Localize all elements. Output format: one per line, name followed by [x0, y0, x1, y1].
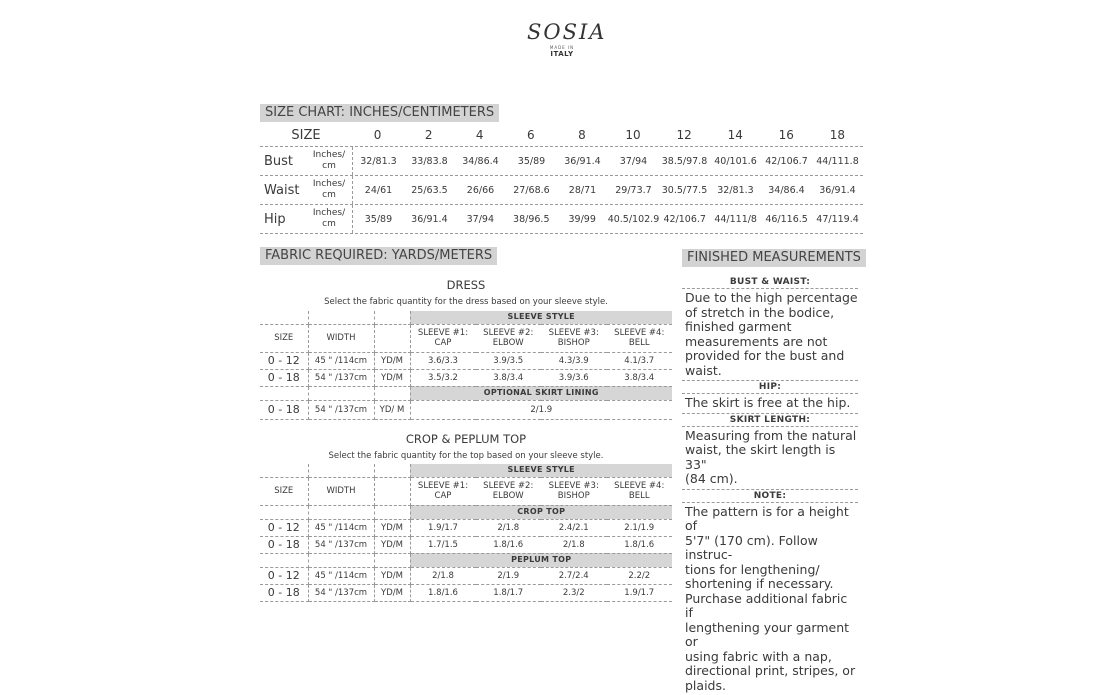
- measure-cell: 38/96.5: [506, 214, 557, 225]
- yardage-cell: 2/1.8: [476, 519, 542, 536]
- yardage-cell: 2/1.8: [541, 536, 607, 553]
- measure-cell: 40.5/102.9: [608, 214, 660, 225]
- yardage-cell: 3.8/3.4: [607, 369, 673, 386]
- blank-cell: [308, 553, 374, 567]
- yardage-cell: 4.3/3.9: [541, 352, 607, 369]
- bust-waist-heading: BUST & WAIST:: [682, 276, 858, 289]
- top-title: CROP & PEPLUM TOP: [260, 432, 672, 446]
- size-header-cell: 8: [556, 128, 607, 142]
- unit-top: Inches/: [313, 179, 345, 190]
- size-range: 0 - 12: [260, 519, 308, 536]
- text-line: The pattern is for a height of: [685, 505, 858, 534]
- text-line: finished garment: [685, 320, 858, 335]
- sleeve-number: SLEEVE #1:: [418, 481, 468, 491]
- brand-logo: [527, 20, 597, 58]
- peplum-top-header: PEPLUM TOP: [410, 553, 672, 567]
- bust-waist-text: [682, 289, 858, 381]
- size-header-cell: 12: [659, 128, 710, 142]
- table-row: [260, 567, 672, 584]
- hip-text: [682, 394, 858, 414]
- width-column-header: WIDTH: [308, 477, 374, 505]
- unit-label: YD/M: [374, 352, 410, 369]
- yardage-cell: 2.7/2.4: [541, 567, 607, 584]
- size-column-header: SIZE: [260, 324, 308, 352]
- sleeve-name: ELBOW: [493, 491, 524, 501]
- fabric-width: 54 " /137cm: [308, 584, 374, 601]
- sleeve-name: BELL: [629, 338, 650, 348]
- blank-cell: [260, 464, 308, 477]
- hip-heading: HIP:: [682, 381, 858, 394]
- sleeve-header: [410, 477, 476, 505]
- sleeve-number: SLEEVE #1:: [418, 328, 468, 338]
- blank-cell: [260, 386, 308, 400]
- blank-cell: [374, 477, 410, 505]
- row-label: Bust: [260, 154, 306, 169]
- unit-bottom: cm: [322, 190, 336, 201]
- measure-cell: 37/94: [455, 214, 506, 225]
- measure-cell: 26/66: [455, 185, 506, 196]
- blank-cell: [260, 311, 308, 324]
- size-chart-table: [260, 124, 863, 234]
- measure-cell: 30.5/77.5: [659, 185, 710, 196]
- table-row: [260, 369, 672, 386]
- measure-cell: 32/81.3: [710, 185, 761, 196]
- sleeve-style-header: SLEEVE STYLE: [410, 311, 672, 324]
- size-header-cell: 18: [812, 128, 863, 142]
- text-line: waist, the skirt length is 33": [685, 443, 858, 472]
- measure-cell: 28/71: [557, 185, 608, 196]
- blank-cell: [374, 324, 410, 352]
- measure-cell: 36/91.4: [557, 156, 608, 167]
- yardage-cell: 1.9/1.7: [607, 584, 673, 601]
- text-line: provided for the bust and: [685, 349, 858, 364]
- unit-bottom: cm: [322, 219, 336, 230]
- fabric-width: 45 " /114cm: [308, 352, 374, 369]
- text-line: waist.: [685, 364, 858, 379]
- top-header-row: [260, 477, 672, 505]
- row-label: Hip: [260, 212, 306, 227]
- table-row: [260, 400, 672, 419]
- measure-cell: 27/68.6: [506, 185, 557, 196]
- text-line: Measuring from the natural: [685, 429, 858, 444]
- text-line: (84 cm).: [685, 472, 858, 487]
- sleeve-number: SLEEVE #3:: [549, 481, 599, 491]
- blank-cell: [260, 553, 308, 567]
- unit-label: YD/M: [374, 567, 410, 584]
- table-row: [260, 584, 672, 601]
- unit-top: Inches/: [313, 208, 345, 219]
- measure-cell: 37/94: [608, 156, 659, 167]
- measure-cell: 46/116.5: [761, 214, 812, 225]
- measure-cell: 34/86.4: [761, 185, 812, 196]
- text-line: shortening if necessary.: [685, 577, 858, 592]
- yardage-cell: 3.8/3.4: [476, 369, 542, 386]
- sleeve-header: [476, 477, 542, 505]
- note-text: [682, 503, 858, 695]
- table-row: [260, 519, 672, 536]
- top-section: [260, 432, 672, 602]
- size-header-cell: 14: [710, 128, 761, 142]
- fabric-width: 54 " /137cm: [308, 536, 374, 553]
- yardage-cell: 1.8/1.6: [476, 536, 542, 553]
- blank-cell: [260, 505, 308, 519]
- yardage-cell: 4.1/3.7: [607, 352, 673, 369]
- measure-cell: 36/91.4: [812, 185, 863, 196]
- yardage-cell: 1.8/1.6: [607, 536, 673, 553]
- text-line: lengthening your garment or: [685, 621, 858, 650]
- blank-cell: [374, 505, 410, 519]
- lining-header-row: [260, 386, 672, 400]
- size-range: 0 - 18: [260, 536, 308, 553]
- unit-label: YD/M: [374, 519, 410, 536]
- measure-cell: 32/81.3: [353, 156, 404, 167]
- skirt-length-heading: SKIRT LENGTH:: [682, 414, 858, 427]
- measure-cell: 38.5/97.8: [659, 156, 710, 167]
- text-line: directional print, stripes, or: [685, 664, 858, 679]
- size-range: 0 - 12: [260, 352, 308, 369]
- measure-cell: 24/61: [353, 185, 404, 196]
- measure-cell: 34/86.4: [455, 156, 506, 167]
- measure-cell: 29/73.7: [608, 185, 659, 196]
- made-in-label: MADE IN: [527, 45, 597, 50]
- row-label: Waist: [260, 183, 306, 198]
- sleeve-name: BISHOP: [558, 491, 590, 501]
- size-header-cell: 6: [505, 128, 556, 142]
- dress-header-row: [260, 324, 672, 352]
- measure-cell: 40/101.6: [710, 156, 761, 167]
- unit-bottom: cm: [322, 161, 336, 172]
- sleeve-style-row: [260, 311, 672, 324]
- crop-top-header: CROP TOP: [410, 505, 672, 519]
- text-line: using fabric with a nap,: [685, 650, 858, 665]
- blank-cell: [374, 311, 410, 324]
- unit-label: YD/M: [374, 369, 410, 386]
- blank-cell: [374, 464, 410, 477]
- size-chart-row-waist: [260, 176, 863, 205]
- yardage-cell: 2.2/2: [607, 567, 673, 584]
- unit-label: YD/M: [374, 584, 410, 601]
- unit-label: [306, 205, 353, 233]
- yardage-cell: 3.9/3.6: [541, 369, 607, 386]
- top-subtitle: Select the fabric quantity for the top based on your sleeve style.: [260, 450, 672, 462]
- yardage-cell: 1.9/1.7: [410, 519, 476, 536]
- yardage-cell: 2/1.8: [410, 567, 476, 584]
- text-line: Purchase additional fabric if: [685, 592, 858, 621]
- table-row: [260, 536, 672, 553]
- size-header-cell: 4: [454, 128, 505, 142]
- text-line: tions for lengthening/: [685, 563, 858, 578]
- blank-cell: [308, 464, 374, 477]
- sleeve-header: [607, 324, 673, 352]
- measure-cell: 42/106.7: [659, 214, 710, 225]
- dress-title: DRESS: [260, 278, 672, 292]
- yardage-cell: 1.8/1.7: [476, 584, 542, 601]
- sleeve-name: BELL: [629, 491, 650, 501]
- sleeve-header: [607, 477, 673, 505]
- size-range: 0 - 18: [260, 400, 308, 419]
- size-range: 0 - 18: [260, 584, 308, 601]
- measure-cell: 44/111.8: [812, 156, 863, 167]
- text-line: 5'7" (170 cm). Follow instruc-: [685, 534, 858, 563]
- measure-cell: 47/119.4: [812, 214, 863, 225]
- finished-measurements: [682, 276, 858, 695]
- yardage-cell: 2/1.9: [476, 567, 542, 584]
- text-line: of stretch in the bodice,: [685, 306, 858, 321]
- measure-cell: 33/83.8: [404, 156, 455, 167]
- top-fabric-table: [260, 464, 672, 602]
- measure-cell: 42/106.7: [761, 156, 812, 167]
- size-header-label: SIZE: [260, 128, 352, 143]
- finished-banner: FINISHED MEASUREMENTS: [682, 249, 866, 267]
- size-chart-row-hip: [260, 205, 863, 234]
- sleeve-number: SLEEVE #4:: [614, 481, 664, 491]
- yardage-cell: 2.1/1.9: [607, 519, 673, 536]
- sleeve-name: CAP: [435, 491, 452, 501]
- lining-yardage: 2/1.9: [410, 400, 672, 419]
- blank-cell: [308, 311, 374, 324]
- table-row: [260, 352, 672, 369]
- size-chart-header-row: [260, 124, 863, 147]
- peplum-header-row: [260, 553, 672, 567]
- text-line: Due to the high percentage: [685, 291, 858, 306]
- unit-label: [306, 147, 353, 175]
- sleeve-number: SLEEVE #3:: [549, 328, 599, 338]
- country-label: ITALY: [527, 50, 597, 58]
- dress-section: [260, 278, 672, 420]
- yardage-cell: 3.9/3.5: [476, 352, 542, 369]
- fabric-width: 54 " /137cm: [308, 400, 374, 419]
- fabric-width: 45 " /114cm: [308, 519, 374, 536]
- note-heading: NOTE:: [682, 490, 858, 503]
- measure-cell: 35/89: [506, 156, 557, 167]
- size-column-header: SIZE: [260, 477, 308, 505]
- blank-cell: [374, 553, 410, 567]
- measure-cell: 44/111/8: [710, 214, 761, 225]
- sleeve-header: [541, 324, 607, 352]
- unit-label: YD/M: [374, 536, 410, 553]
- fabric-banner: FABRIC REQUIRED: YARDS/METERS: [260, 247, 497, 265]
- text-line: The skirt is free at the hip.: [685, 396, 858, 411]
- sleeve-name: CAP: [435, 338, 452, 348]
- yardage-cell: 3.6/3.3: [410, 352, 476, 369]
- dress-fabric-table: [260, 311, 672, 420]
- measure-cell: 25/63.5: [404, 185, 455, 196]
- brand-name: SOSIA: [527, 20, 597, 44]
- measure-cell: 35/89: [353, 214, 404, 225]
- yardage-cell: 2.3/2: [541, 584, 607, 601]
- sleeve-number: SLEEVE #4:: [614, 328, 664, 338]
- sleeve-number: SLEEVE #2:: [483, 481, 533, 491]
- size-header-cell: 2: [403, 128, 454, 142]
- sleeve-number: SLEEVE #2:: [483, 328, 533, 338]
- crop-header-row: [260, 505, 672, 519]
- fabric-width: 45 " /114cm: [308, 567, 374, 584]
- unit-top: Inches/: [313, 150, 345, 161]
- width-column-header: WIDTH: [308, 324, 374, 352]
- unit-label: [306, 176, 353, 204]
- size-header-cell: 10: [607, 128, 658, 142]
- sleeve-header: [476, 324, 542, 352]
- blank-cell: [308, 386, 374, 400]
- blank-cell: [374, 386, 410, 400]
- size-chart-row-bust: [260, 147, 863, 176]
- sleeve-name: BISHOP: [558, 338, 590, 348]
- yardage-cell: 3.5/3.2: [410, 369, 476, 386]
- size-range: 0 - 12: [260, 567, 308, 584]
- yardage-cell: 1.8/1.6: [410, 584, 476, 601]
- size-chart-banner: SIZE CHART: INCHES/CENTIMETERS: [260, 104, 499, 122]
- yardage-cell: 2.4/2.1: [541, 519, 607, 536]
- optional-lining-header: OPTIONAL SKIRT LINING: [410, 386, 672, 400]
- fabric-width: 54 " /137cm: [308, 369, 374, 386]
- dress-subtitle: Select the fabric quantity for the dress based on your sleeve style.: [260, 296, 672, 308]
- sleeve-style-header: SLEEVE STYLE: [410, 464, 672, 477]
- sleeve-header: [541, 477, 607, 505]
- measure-cell: 36/91.4: [404, 214, 455, 225]
- size-header-cell: 16: [761, 128, 812, 142]
- sleeve-style-row: [260, 464, 672, 477]
- text-line: measurements are not: [685, 335, 858, 350]
- size-header-cell: 0: [352, 128, 403, 142]
- text-line: plaids.: [685, 679, 858, 694]
- measure-cell: 39/99: [557, 214, 608, 225]
- sleeve-name: ELBOW: [493, 338, 524, 348]
- size-range: 0 - 18: [260, 369, 308, 386]
- blank-cell: [308, 505, 374, 519]
- yardage-cell: 1.7/1.5: [410, 536, 476, 553]
- unit-label: YD/ M: [374, 400, 410, 419]
- skirt-length-text: [682, 427, 858, 490]
- sleeve-header: [410, 324, 476, 352]
